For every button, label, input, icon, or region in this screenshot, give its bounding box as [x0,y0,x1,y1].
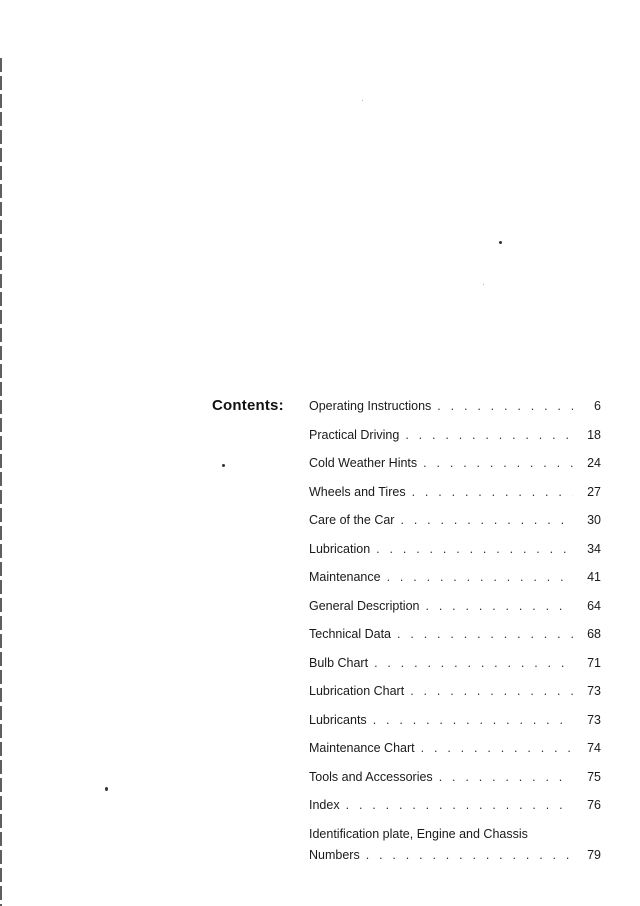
toc-leader-dots [400,511,573,529]
toc-leader-dots [376,540,573,558]
toc-entry-title: Operating Instructions [309,399,432,413]
toc-leader-dots [421,739,573,757]
toc-entry-page: 24 [587,456,601,470]
toc-entry [309,739,601,768]
toc-entry-page: 79 [587,847,601,862]
toc-entry [309,711,601,740]
table-of-contents [309,397,601,864]
contents-heading: Contents: [212,397,284,414]
toc-entry-page: 41 [587,570,601,584]
toc-entry-title: General Description [309,598,420,613]
toc-leader-dots [423,454,573,472]
toc-leader-dots [397,625,573,643]
toc-entry-title: Maintenance [309,570,381,584]
toc-leader-dots [425,597,573,615]
page-binding-edge [0,58,2,906]
toc-entry-page: 73 [587,684,601,698]
scan-speck [499,241,502,244]
toc-entry-page: 73 [587,712,601,727]
toc-entry [309,597,601,626]
toc-leader-dots [366,846,573,864]
toc-entry-title: Lubrication [309,541,371,556]
toc-leader-dots [412,483,573,501]
toc-entry [309,511,601,540]
toc-entry-title-line1: Identification plate, Engine and Chassis [309,826,528,841]
toc-entry [309,625,601,654]
toc-entry-page: 74 [587,741,601,755]
toc-entry-title: Wheels and Tires [309,484,406,499]
toc-leader-dots [373,711,573,729]
toc-entry-title: Technical Data [309,627,391,641]
toc-leader-dots [374,654,573,672]
scan-speck [222,464,225,467]
toc-entry [309,426,601,455]
toc-entry [309,768,601,797]
toc-entry-page: 34 [587,541,601,556]
toc-entry-page: 71 [587,655,601,670]
toc-entry-title: Maintenance Chart [309,741,415,755]
toc-entry-line2 [309,846,601,864]
toc-entry-title: Index [309,798,340,812]
toc-entry-page: 75 [587,769,601,784]
toc-entry [309,796,601,825]
toc-entry-page: 6 [594,399,601,413]
toc-entry-title: Care of the Car [309,513,395,527]
toc-entry-page: 68 [587,627,601,641]
toc-entry-title: Lubricants [309,712,367,727]
toc-entry [309,397,601,426]
toc-entry [309,568,601,597]
toc-entry [309,540,601,569]
toc-leader-dots [439,768,573,786]
toc-leader-dots [437,397,573,415]
toc-entry [309,682,601,711]
scan-speck [362,100,363,101]
toc-entry [309,483,601,512]
scan-speck [105,787,108,791]
toc-entry-page: 64 [587,598,601,613]
toc-entry-page: 76 [587,798,601,812]
toc-entry-title: Tools and Accessories [309,769,433,784]
toc-entry [309,654,601,683]
toc-entry-page: 18 [587,427,601,442]
toc-leader-dots [346,796,573,814]
toc-leader-dots [387,568,573,586]
toc-leader-dots [405,426,573,444]
toc-entry [309,454,601,483]
toc-entry-title: Lubrication Chart [309,684,405,698]
scan-speck [483,284,484,285]
toc-entry-title: Bulb Chart [309,655,369,670]
toc-entry-page: 30 [587,513,601,527]
toc-leader-dots [410,682,573,700]
toc-entry-title: Practical Driving [309,427,400,442]
toc-entry-multiline [309,825,601,864]
toc-entry-title-line2: Numbers [309,847,360,862]
toc-entry-title: Cold Weather Hints [309,456,418,470]
toc-entry-page: 27 [587,484,601,499]
